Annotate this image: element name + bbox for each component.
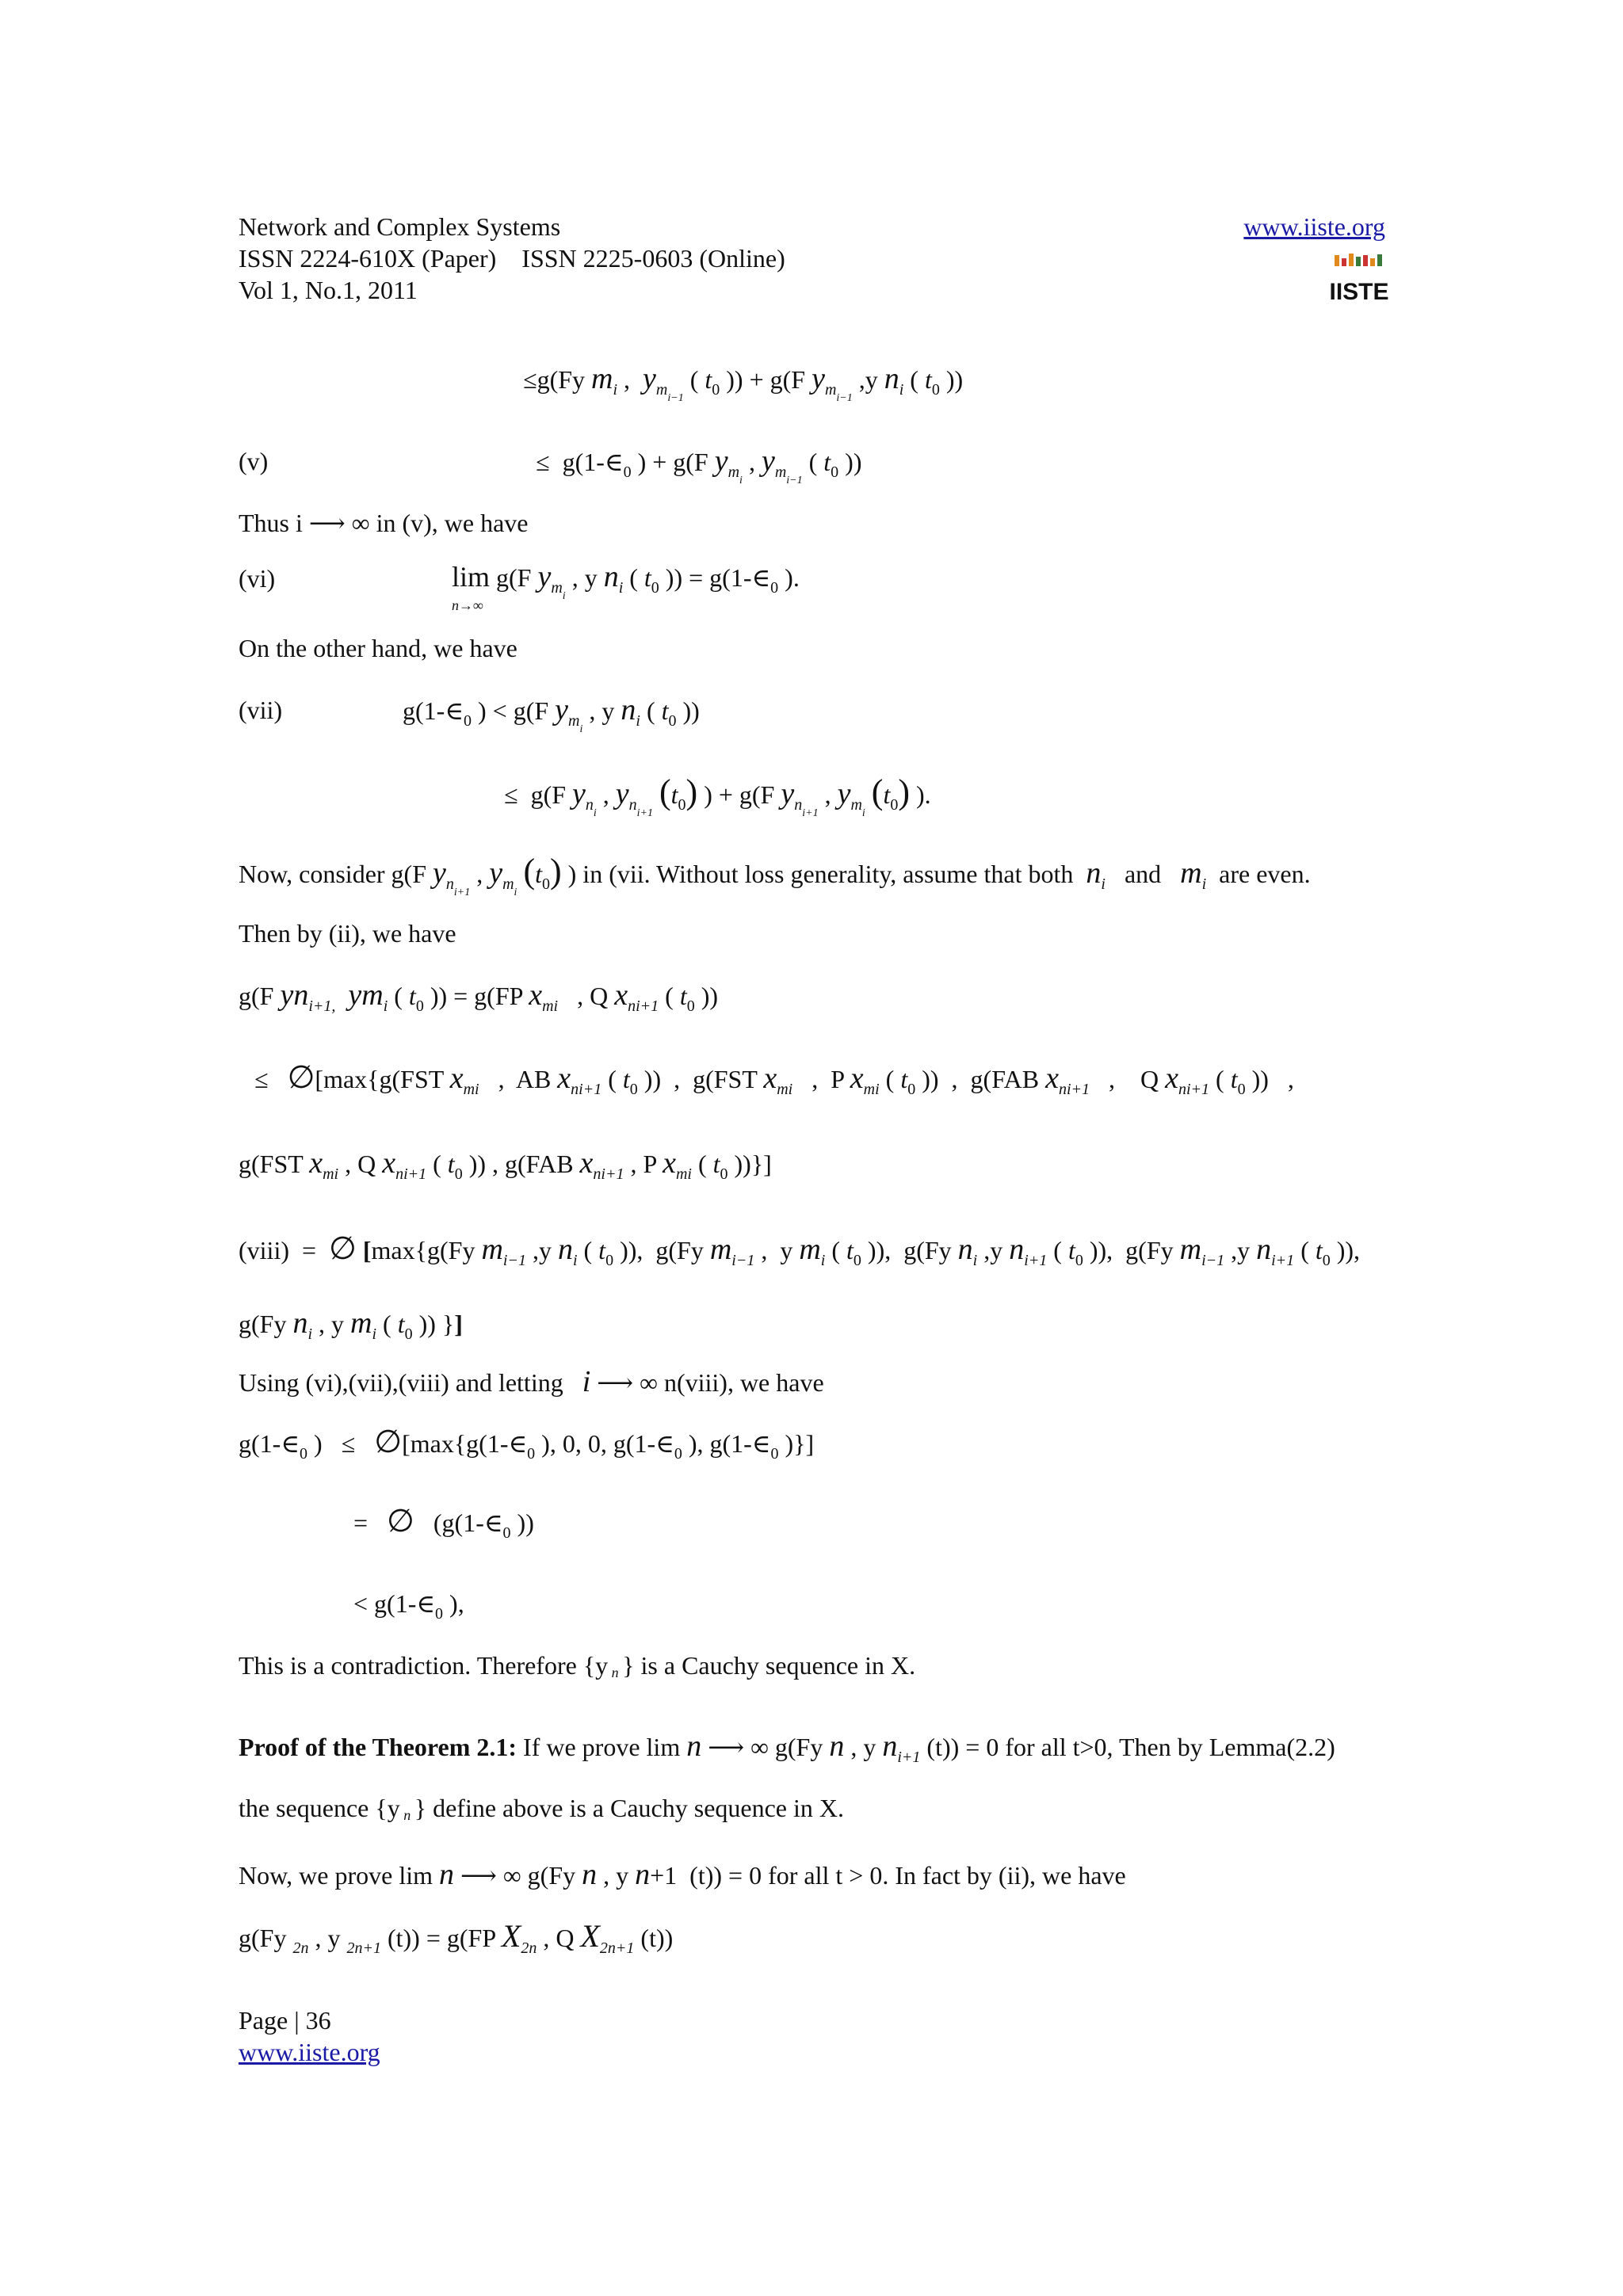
g-ineq-line: $g(1-\in_0$ ) ≤ $\emptyset[\max\{g(1-\in_0$ ), 0, 0, $g(1-\in_0$ ), $g(1-\in_0$ )}] xyxy=(239,1424,815,1463)
now-consider-tail: ) in (vii. Without loss generality, assume that both xyxy=(567,860,1074,888)
lt-line: < $g(1-\in_0$ ), xyxy=(353,1589,464,1623)
other-hand-line: On the other hand, we have xyxy=(239,634,517,662)
issn-line: ISSN 2224-610X (Paper) ISSN 2225-0603 (Online) xyxy=(239,244,785,273)
journal-title: Network and Complex Systems xyxy=(239,212,561,241)
ineq-vii: $g(1-\in_0$ ) < g(F $y_{m_i}$ , y $n_i$ ( $t_0$ )) xyxy=(403,693,700,735)
max-line-1: ≤ ∅[max{g(FST $x_{mi}$ , AB $x_{ni+1}$ ( $t_0$ )) , g(FST $x_{mi}$ , P $x_{mi}$ ( $t_0$ )) , g(FAB $x_{ni+1}$ , Q $x_{ni+1}$ ( $t_0$ )) , xyxy=(254,1059,1294,1098)
sequence-text-a: the sequence {y xyxy=(239,1794,400,1822)
contradiction-tail: } is a Cauchy sequence in X. xyxy=(622,1651,916,1680)
label-v: (v) xyxy=(239,447,269,475)
page-footer xyxy=(239,2004,380,2068)
proof-tail: (t)) = 0 for all t>0, Then by Lemma(2.2) xyxy=(926,1733,1335,1761)
using-tail: n(viii), we have xyxy=(663,1368,824,1397)
max-line-2: g(FST $x_{mi}$ , Q $x_{ni+1}$ ( $t_0$ )) , g(FAB $x_{ni+1}$ , P $x_{mi}$ ( $t_0$ ))}] xyxy=(239,1146,772,1183)
label-viii: (viii) xyxy=(239,1236,289,1264)
then-by-line: Then by (ii), we have xyxy=(239,919,456,948)
ineq-line-1: ≤g(Fy $m_i$ , $y_{m_{i-1}}$ ( $t_0$ )) + g(F $y_{m_{i-1}}$ ,y $n_i$ ( $t_0$ )) xyxy=(523,362,964,404)
website-link[interactable]: www.iiste.org xyxy=(1243,212,1385,241)
footer-website-link[interactable]: www.iiste.org xyxy=(239,2038,380,2066)
eq-phi-line: = ∅ ($g(1-\in_0$ )) xyxy=(353,1503,534,1542)
journal-header xyxy=(239,211,785,306)
eq-g-line: g(F $yn_{i+1,}$ $ym_i$ ( $t_0$ )) = g(FP $x_{mi}$ , Q $x_{ni+1}$ ( $t_0$ )) xyxy=(239,978,719,1015)
lim-vi: lim g(F $y_{m_i}$ , y $n_i$ ( $t_0$ )) = $g(1-\in_0$ ). xyxy=(452,560,800,602)
proof-heading: Proof of the Theorem 2.1: xyxy=(239,1733,517,1761)
using-line: Using (vi),(vii),(viii) and letting i ⟶ ∞ n(viii), we have xyxy=(239,1365,824,1398)
proof-text: If we prove lim xyxy=(523,1733,681,1761)
iiste-logo xyxy=(1329,252,1389,305)
thus-line: Thus i ⟶ ∞ in (v), we have xyxy=(239,509,529,537)
now-consider-line: Now, consider g(F $y_{n_{i+1}}$ , $y_{m_i}$ $(t_0)$ ) in (vii. Without loss generality, assume that both $n_i$ and $m_i$ are even. xyxy=(239,852,1311,898)
page-number: Page | 36 xyxy=(239,2006,331,2035)
contradiction-line: This is a contradiction. Therefore {y $_n$ } is a Cauchy sequence in X. xyxy=(239,1651,916,1680)
using-text: Using (vi),(vii),(viii) and letting xyxy=(239,1368,563,1397)
ineq-v: ≤ $g(1-\in_0$ ) + g(F $y_{m_i}$ , $y_{m_{i-1}}$ ( $t_0$ )) xyxy=(536,444,862,486)
sequence-line: the sequence {y $_n$ } define above is a Cauchy sequence in X. xyxy=(239,1794,844,1823)
are-even: are even. xyxy=(1219,860,1311,888)
now-prove-line: Now, we prove lim n ⟶ ∞ g(Fy n , y n+1 (t)) = 0 for all t > 0. In fact by (ii), we have xyxy=(239,1858,1126,1891)
volume-line: Vol 1, No.1, 2011 xyxy=(239,276,418,304)
ineq-vii-cont: ≤ g(F $y_{n_i}$ , $y_{n_{i+1}}$ $(t_0)$ ) + g(F $y_{n_{i+1}}$ , $y_{m_i}$ $(t_0)$ ). xyxy=(504,772,931,819)
viii-line: (viii) = ∅ [max{g(Fy $m_{i-1}$ ,y $n_i$ ( $t_0$ )), g(Fy $m_{i-1}$ , y $m_i$ ( $t_0$ )), g(Fy $n_i$ ,y $n_{i+1}$ ( $t_0$ )), g(Fy $m_{i-1}$ ,y $n_{i+1}$ ( $t_0$ )), xyxy=(239,1230,1361,1269)
label-vi: (vi) xyxy=(239,564,276,593)
lim-sub-vi: n→∞ xyxy=(452,597,483,613)
viii-cont: g(Fy $n_i$ , y $m_i$ ( $t_0$ )) }] xyxy=(239,1306,463,1343)
contradiction-text: This is a contradiction. Therefore {y xyxy=(239,1651,609,1680)
final-eq-line: g(Fy $_{2n}$ , y $_{2n+1}$ (t)) = g(FP $X_{2n}$ , Q $X_{2n+1}$ (t)) xyxy=(239,1918,674,1957)
label-vii: (vii) xyxy=(239,696,283,724)
and-word: and xyxy=(1124,860,1162,888)
now-prove-text: Now, we prove lim xyxy=(239,1861,433,1890)
proof-line: Proof of the Theorem 2.1: If we prove lim n ⟶ ∞ g(Fy n , y $n_{i+1}$ (t)) = 0 for all t>0, Then by Lemma(2.2) xyxy=(239,1730,1335,1766)
now-prove-tail: (t)) = 0 for all t > 0. In fact by (ii), we have xyxy=(689,1861,1126,1890)
sequence-text-b: } define above is a Cauchy sequence in X. xyxy=(414,1794,844,1822)
logo-text: IISTE xyxy=(1329,279,1389,305)
